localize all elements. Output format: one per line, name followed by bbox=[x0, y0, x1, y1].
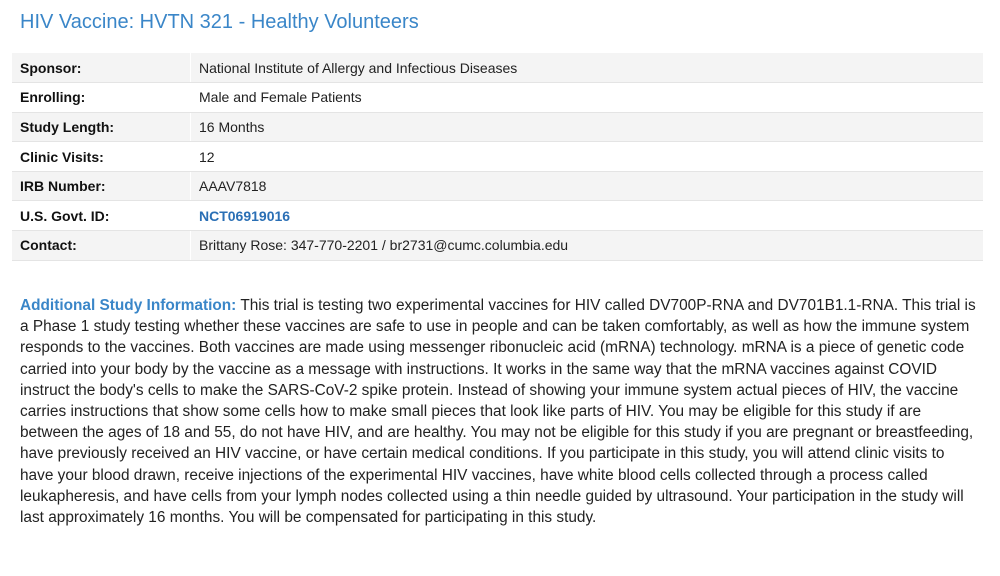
detail-label: Contact: bbox=[12, 231, 191, 261]
detail-row-enrolling bbox=[12, 83, 983, 113]
detail-value-govt-id bbox=[191, 201, 984, 231]
detail-row-contact bbox=[12, 231, 983, 261]
detail-label: Study Length: bbox=[12, 112, 191, 142]
detail-label: IRB Number: bbox=[12, 171, 191, 201]
detail-value-clinic-visits: 12 bbox=[191, 142, 984, 172]
detail-value-enrolling: Male and Female Patients bbox=[191, 83, 984, 113]
detail-label: Sponsor: bbox=[12, 53, 191, 83]
detail-row-irb-number bbox=[12, 171, 983, 201]
study-details-table bbox=[12, 53, 983, 261]
govt-id-link[interactable]: NCT06919016 bbox=[199, 207, 291, 224]
detail-row-clinic-visits bbox=[12, 142, 983, 172]
detail-label: Enrolling: bbox=[12, 83, 191, 113]
detail-row-study-length bbox=[12, 112, 983, 142]
detail-value-study-length: 16 Months bbox=[191, 112, 984, 142]
additional-info-heading: Additional Study Information: bbox=[20, 297, 237, 314]
additional-info-body: This trial is testing two experimental vaccines for HIV called DV700P-RNA and DV701B1.1-RNA. This trial is a Phase 1 study testing whether these vaccines are safe to use in people and can be taken comfortably, as well as how the immune system responds to the vaccines. Both vaccines are made using messenger ribonucleic acid (mRNA) technology. mRNA is a piece of genetic code carried into your body by the vaccine as a message with instructions. It works in the same way that the mRNA vaccines against COVID instruct the body's cells to make the SARS-CoV-2 spike protein. Instead of showing your immune system actual pieces of HIV, the vaccine carries instructions that show some cells how to make small pieces that look like parts of HIV. You may be eligible for this study if are between the ages of 18 and 55, do not have HIV, and are healthy. You may not be eligible for this study if you are pregnant or breastfeeding, have previously received an HIV vaccine, or have certain medical conditions. If you participate in this study, you will attend clinic visits to have your blood drawn, receive injections of the experimental HIV vaccines, have white blood cells collected through a process called leukapheresis, and have cells from your lymph nodes collected using a thin needle guided by ultrasound. Your participation in the study will last approximately 16 months. You will be compensated for participating in this study. bbox=[20, 297, 976, 527]
detail-label: Clinic Visits: bbox=[12, 142, 191, 172]
page-title: HIV Vaccine: HVTN 321 - Healthy Volunteers bbox=[20, 11, 419, 33]
detail-row-sponsor bbox=[12, 53, 983, 83]
detail-value-irb-number: AAAV7818 bbox=[191, 171, 984, 201]
detail-label: U.S. Govt. ID: bbox=[12, 201, 191, 231]
additional-study-info bbox=[20, 295, 980, 528]
detail-value-contact: Brittany Rose: 347-770-2201 / br2731@cumc.columbia.edu bbox=[191, 231, 984, 261]
detail-row-govt-id bbox=[12, 201, 983, 231]
detail-value-sponsor: National Institute of Allergy and Infectious Diseases bbox=[191, 53, 984, 83]
